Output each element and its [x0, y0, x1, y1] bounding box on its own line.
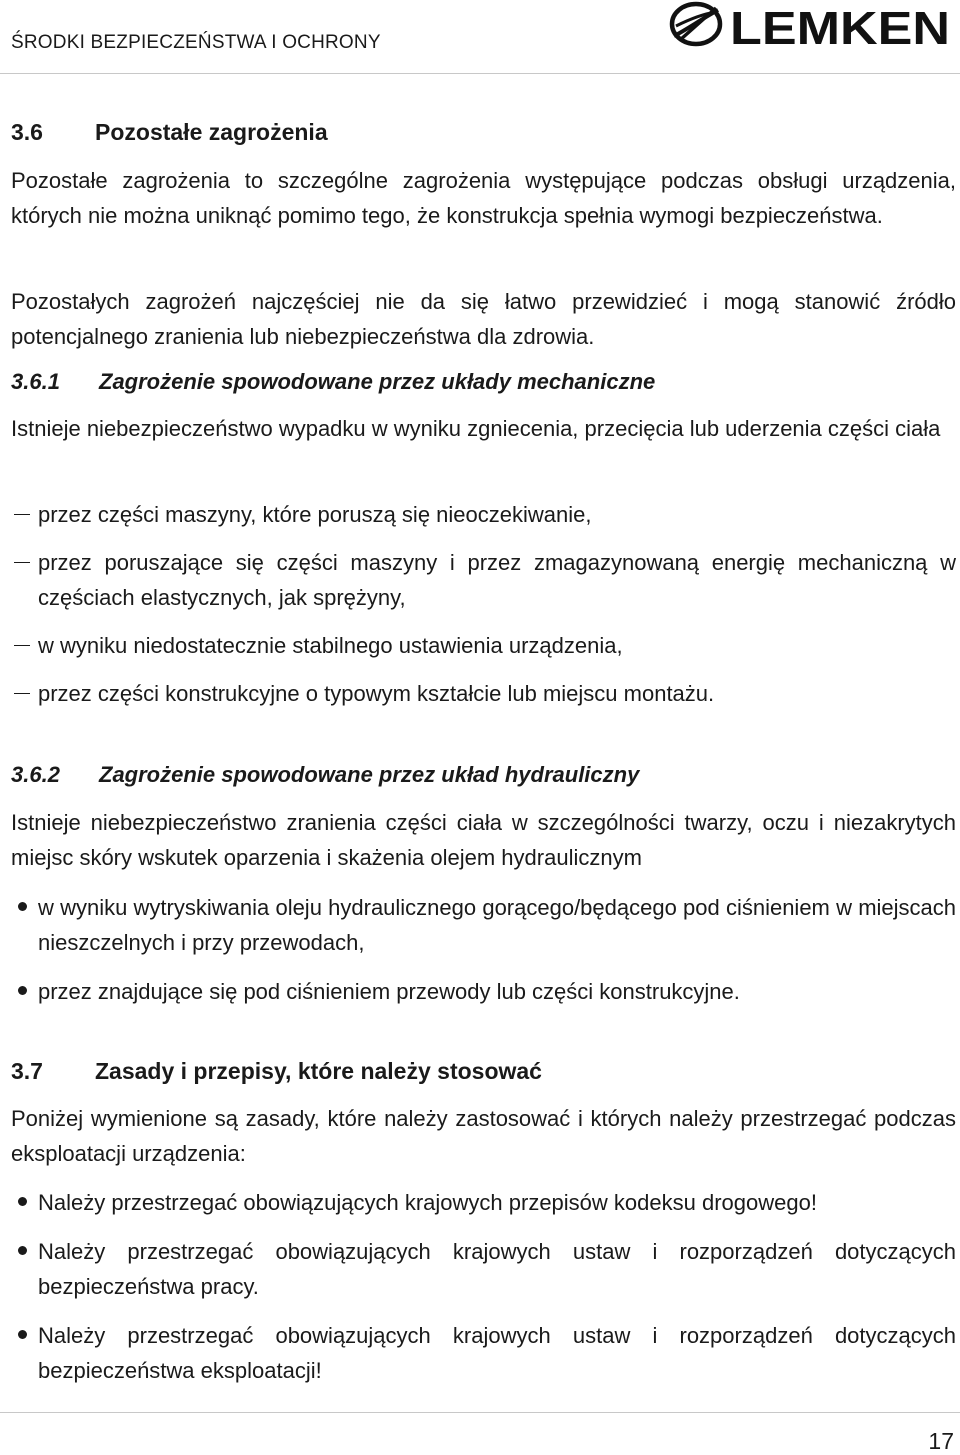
- page-header: [0, 0, 960, 72]
- list-item: [11, 890, 956, 960]
- list-item: [11, 676, 956, 711]
- section-title: Zagrożenie spowodowane przez układy mechaniczne: [99, 369, 656, 394]
- list-item-text: w wyniku niedostatecznie stabilnego ustawienia urządzenia,: [38, 633, 623, 658]
- section-number: 3.7: [11, 1058, 43, 1084]
- list-item: [11, 545, 956, 615]
- list-item: [11, 1318, 956, 1388]
- list-item-text: przez części maszyny, które poruszą się nieoczekiwanie,: [38, 502, 592, 527]
- list-item: [11, 1234, 956, 1304]
- dash-icon: [11, 545, 33, 580]
- bullet-icon: [11, 1185, 33, 1220]
- section-heading-3-6-1: [11, 369, 655, 395]
- section-heading-3-6-2: [11, 762, 639, 788]
- logo-wordmark: LEMKEN: [730, 2, 950, 54]
- paragraph: Poniżej wymienione są zasady, które należy zastosować i których należy przestrzegać podczas eksploatacji urządzenia:: [11, 1106, 956, 1166]
- header-title: ŚRODKI BEZPIECZEŃSTWA I OCHRONY: [11, 32, 381, 53]
- section-heading-3-7: [11, 1058, 542, 1085]
- section-title: Pozostałe zagrożenia: [95, 119, 328, 145]
- section-number: 3.6: [11, 119, 43, 145]
- bullet-icon: [11, 1318, 33, 1353]
- list-item-text: przez poruszające się części maszyny i przez zmagazynowaną energię mechaniczną w częściach elastycznych, jak sprężyny,: [38, 550, 956, 610]
- paragraph: Pozostałych zagrożeń najczęściej nie da się łatwo przewidzieć i mogą stanowić źródło potencjalnego zranienia lub niebezpieczeństwa dla zdrowia.: [11, 289, 956, 349]
- bullet-icon: [11, 1234, 33, 1269]
- list-item: [11, 1185, 956, 1220]
- header-divider: [0, 73, 960, 74]
- list-item: [11, 497, 956, 532]
- paragraph: Istnieje niebezpieczeństwo zranienia części ciała w szczególności twarzy, oczu i niezakrytych miejsc skóry wskutek oparzenia i skażenia olejem hydraulicznym: [11, 810, 956, 870]
- dash-icon: [11, 676, 33, 711]
- footer-divider: [0, 1412, 960, 1413]
- lemken-logo: [666, 0, 956, 58]
- paragraph: Istnieje niebezpieczeństwo wypadku w wyniku zgniecenia, przecięcia lub uderzenia części ciała: [11, 416, 941, 441]
- list-item-text: w wyniku wytryskiwania oleju hydraulicznego gorącego/będącego pod ciśnieniem w miejscach nieszczelnych i przy przewodach,: [38, 895, 956, 955]
- page-number: 17: [928, 1428, 954, 1454]
- lemken-emblem-icon: [672, 4, 720, 44]
- list-item: [11, 628, 956, 663]
- bullet-icon: [11, 890, 33, 925]
- list-item-text: Należy przestrzegać obowiązujących krajowych przepisów kodeksu drogowego!: [38, 1190, 817, 1215]
- section-number: 3.6.1: [11, 369, 60, 394]
- list-item-text: przez znajdujące się pod ciśnieniem przewody lub części konstrukcyjne.: [38, 979, 740, 1004]
- section-title: Zasady i przepisy, które należy stosować: [95, 1058, 542, 1084]
- section-title: Zagrożenie spowodowane przez układ hydrauliczny: [99, 762, 640, 787]
- dash-icon: [11, 628, 33, 663]
- list-item-text: przez części konstrukcyjne o typowym kształcie lub miejscu montażu.: [38, 681, 715, 706]
- paragraph: Pozostałe zagrożenia to szczególne zagrożenia występujące podczas obsługi urządzenia, których nie można uniknąć pomimo tego, że konstrukcja spełnia wymogi bezpieczeństwa.: [11, 168, 956, 228]
- list-item: [11, 974, 956, 1009]
- section-number: 3.6.2: [11, 762, 60, 787]
- dash-icon: [11, 497, 33, 532]
- list-item-text: Należy przestrzegać obowiązujących krajowych ustaw i rozporządzeń dotyczących bezpieczeństwa eksploatacji!: [38, 1323, 956, 1383]
- list-item-text: Należy przestrzegać obowiązujących krajowych ustaw i rozporządzeń dotyczących bezpieczeństwa pracy.: [38, 1239, 956, 1299]
- bullet-icon: [11, 974, 33, 1009]
- section-heading-3-6: [11, 119, 328, 146]
